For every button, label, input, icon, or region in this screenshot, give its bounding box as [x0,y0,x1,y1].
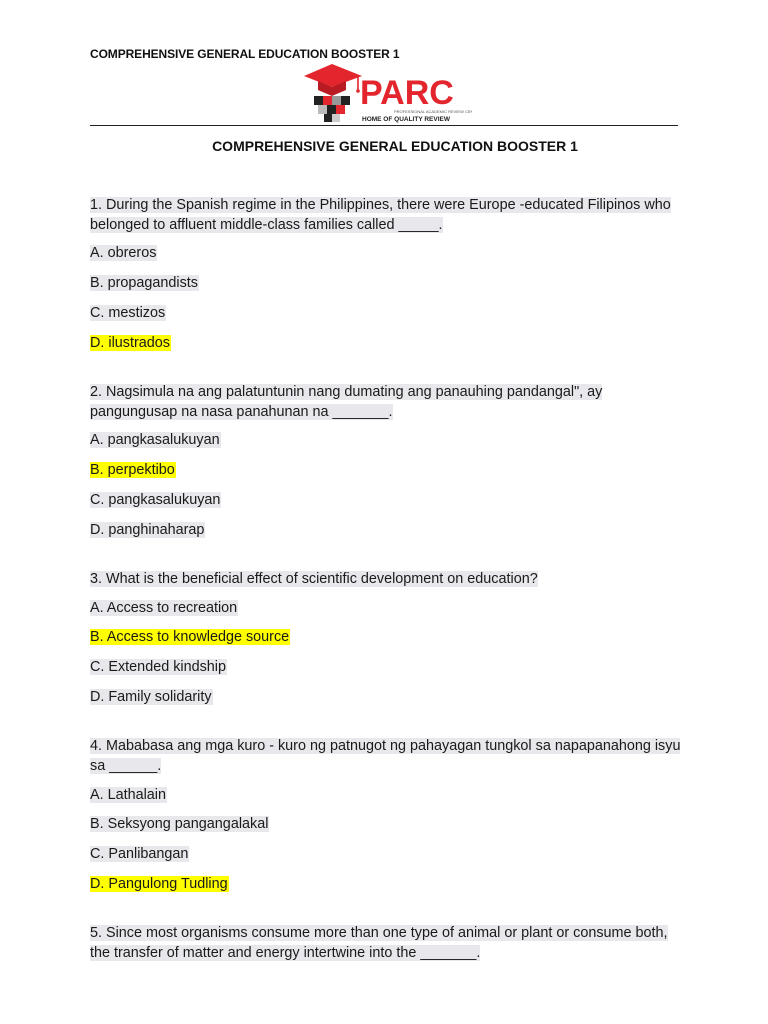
question-list [90,196,690,993]
answer-option [90,431,690,451]
question-item [90,737,690,894]
parc-logo [302,60,472,124]
option-label: D. ilustrados [90,334,170,351]
option-label: A. Access to recreation [90,599,238,616]
question-item [90,924,690,963]
question-text: 5. Since most organisms consume more than one type of animal or plant or consume both, the transfer of matter and energy intertwine into the _______. [90,925,668,961]
header-rule [90,125,678,126]
answer-option [90,304,690,324]
question-text-block [90,924,690,963]
question-item [90,196,690,353]
question-text-block [90,196,690,235]
logo-subtitle-text: PROFESSIONAL ACADEMIC REVIEW CEN [394,109,472,114]
question-item [90,383,690,540]
option-label: B. Access to knowledge source [90,629,290,646]
question-text-block [90,570,690,590]
answer-option [90,244,690,264]
answer-option [90,688,690,708]
option-label: D. Family solidarity [90,688,212,705]
option-label: C. Extended kindship [90,659,226,676]
running-header: COMPREHENSIVE GENERAL EDUCATION BOOSTER 1 [90,47,400,61]
option-label: C. Panlibangan [90,846,189,863]
question-item [90,570,690,708]
option-label: C. mestizos [90,304,166,321]
answer-option-correct [90,334,690,354]
answer-option [90,658,690,678]
option-label: A. pangkasalukuyan [90,432,220,449]
checker-cubes-icon [314,96,350,122]
option-label: A. Lathalain [90,786,167,803]
option-label: C. pangkasalukuyan [90,491,221,508]
question-text: 3. What is the beneficial effect of scientific development on education? [90,570,538,587]
option-label: B. Seksyong pangangalakal [90,816,269,833]
logo-tagline-text: HOME OF QUALITY REVIEW [362,116,450,123]
option-label: B. propagandists [90,275,199,292]
answer-option [90,491,690,511]
option-label: D. Pangulong Tudling [90,875,228,892]
question-text: 2. Nagsimula na ang palatuntunin nang dumating ang panauhing pandangal", ay pangungusap na nasa panahunan na _______. [90,383,603,420]
answer-option [90,521,690,541]
question-text-block [90,383,690,422]
question-text: 1. During the Spanish regime in the Philippines, there were Europe -educated Filipinos who belonged to affluent middle-class families called _____. [90,197,671,233]
answer-option [90,599,690,619]
option-label: A. obreros [90,245,157,262]
answer-option [90,786,690,806]
answer-option-correct [90,461,690,481]
logo-brand-text: PARC [360,74,454,112]
answer-option-correct [90,875,690,895]
graduation-cap-icon [304,64,362,96]
answer-option [90,815,690,835]
question-text-block [90,737,690,776]
option-label: D. panghinaharap [90,521,205,538]
question-text: 4. Mababasa ang mga kuro - kuro ng patnugot ng pahayagan tungkol sa napapanahong isyu sa ______. [90,738,681,774]
document-title: COMPREHENSIVE GENERAL EDUCATION BOOSTER 1 [212,138,578,154]
answer-option [90,274,690,294]
answer-option-correct [90,628,690,648]
option-label: B. perpektibo [90,462,175,479]
answer-option [90,845,690,865]
